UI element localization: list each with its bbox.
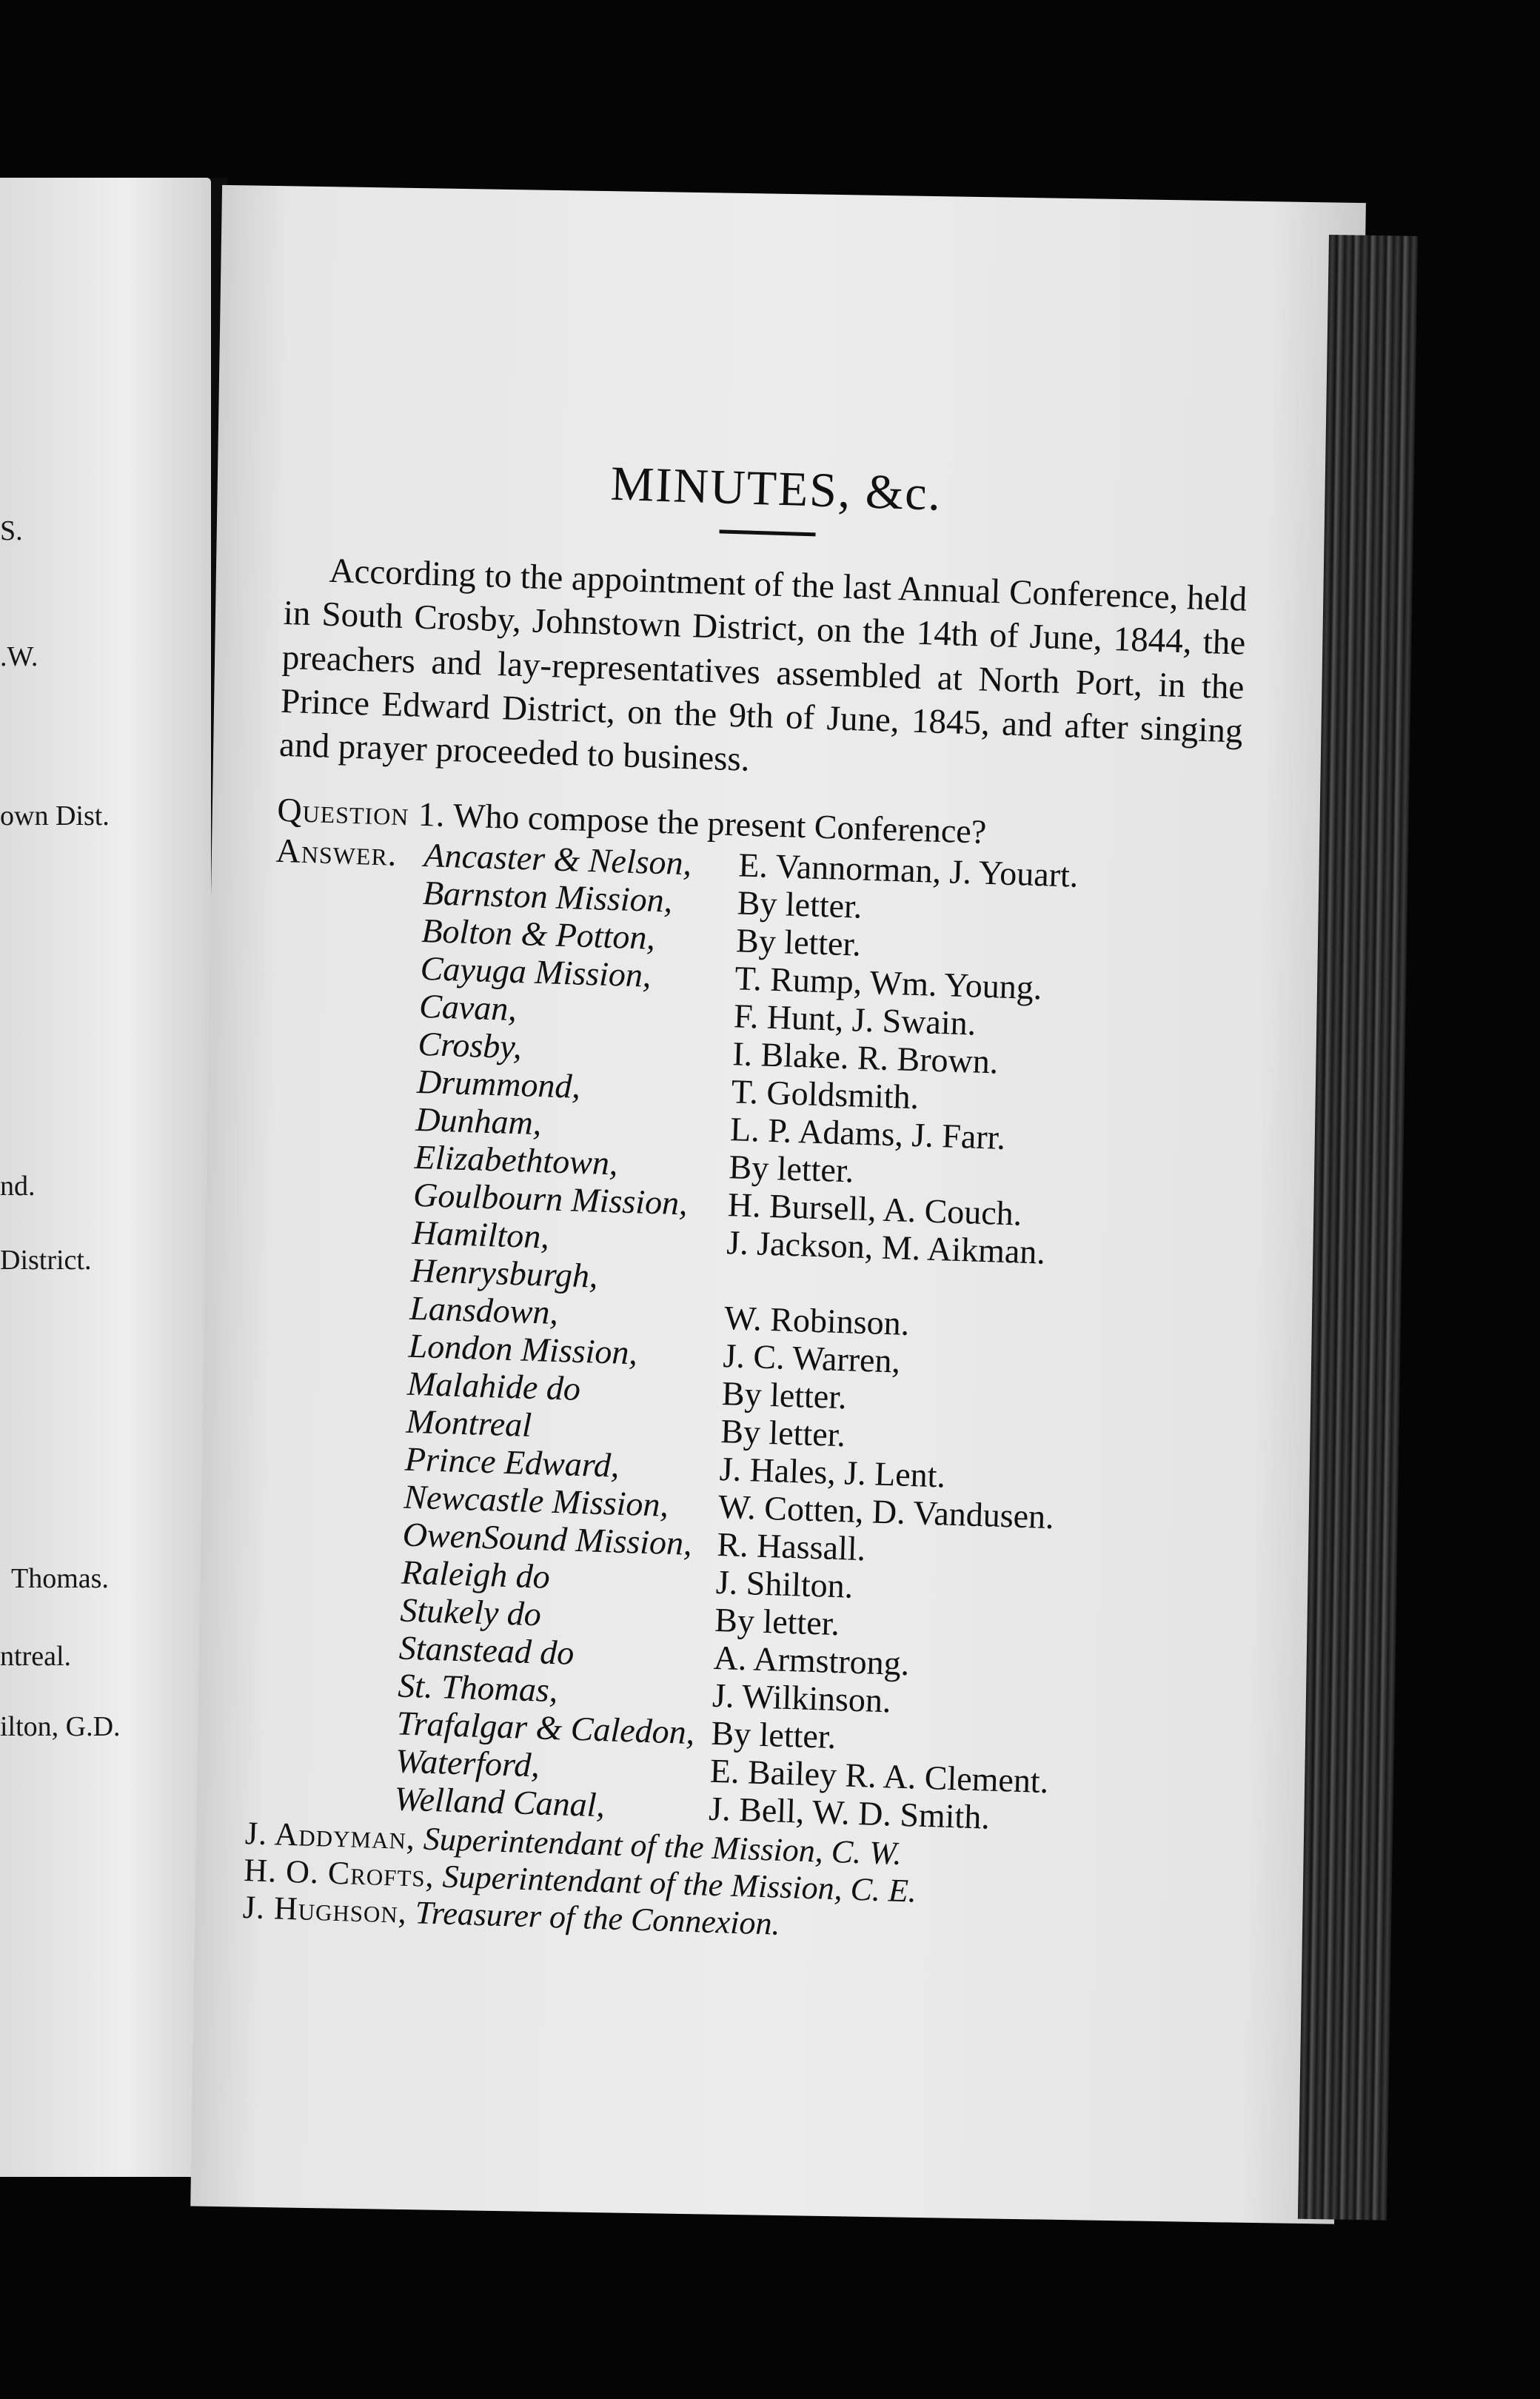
entry-place: Cavan, (418, 987, 518, 1028)
entry-place: Stukely do (399, 1590, 542, 1633)
answer-label-spacer (265, 1202, 413, 1206)
answer-label-spacer (246, 1806, 394, 1810)
answer-label-spacer (269, 1088, 417, 1093)
page-title: MINUTES, &c. (609, 456, 943, 521)
entry-place: London Mission, (408, 1327, 638, 1372)
answer-label-spacer (257, 1466, 405, 1470)
officer-role: Treasurer of the Connexion. (415, 1894, 781, 1943)
entry-persons: J. Bell, W. D. Smith. (708, 1790, 991, 1837)
intro-paragraph: According to the appointment of the last Annual Conference, held in South Crosby, Johnstown District, on the 14th of June, 1844, the preachers and lay-representatives assembled at North Port, in the Prince Edward District, on the 9th of June, 1845, and after singing and prayer proceeded to business. (278, 552, 1248, 779)
entry-persons: By letter. (721, 1374, 848, 1416)
entry-place: Ancaster & Nelson, (423, 836, 692, 883)
entry-place: Malahide do (406, 1365, 581, 1408)
entry-place: Henrysburgh, (410, 1251, 599, 1296)
entry-persons: H. Bursell, A. Couch. (727, 1185, 1023, 1234)
left-page-fragment: own Dist. (0, 800, 110, 832)
answer-label-spacer (272, 975, 420, 980)
left-page-fragment: District. (0, 1245, 92, 1276)
answer-label-spacer (273, 937, 421, 942)
entry-persons: J. Shilton. (715, 1563, 854, 1606)
answer-label-spacer (248, 1730, 396, 1735)
officer-role: Superintendant of the Mission, C. W. (423, 1821, 903, 1873)
answer-list (246, 830, 1239, 1841)
entry-place: Hamilton, (411, 1214, 550, 1257)
entry-place: Cayuga Mission, (420, 949, 652, 995)
page-content (242, 444, 1251, 1955)
answer-label-spacer (275, 900, 423, 904)
officer-role: Superintendant of the Mission, C. E. (441, 1858, 917, 1910)
answer-label-spacer (254, 1542, 402, 1546)
officer-name: J. Hughson, (242, 1889, 408, 1931)
entry-persons: A. Armstrong. (713, 1639, 910, 1683)
answer-label-spacer (261, 1315, 409, 1319)
left-page-fragment: ntreal. (0, 1641, 72, 1672)
entry-place: Crosby, (417, 1025, 523, 1066)
entry-persons: E. Bailey R. A. Clement. (709, 1752, 1049, 1801)
entry-place: St. Thomas, (397, 1666, 559, 1710)
entry-persons: By letter. (737, 883, 863, 926)
answer-label-spacer (258, 1428, 406, 1433)
entry-persons: J. Hales, J. Lent. (719, 1450, 946, 1496)
entry-persons: T. Goldsmith. (731, 1072, 920, 1117)
entry-persons: By letter. (720, 1412, 846, 1454)
entry-persons: By letter. (714, 1601, 840, 1643)
entry-place: Raleigh do (401, 1553, 551, 1596)
left-page-fragment: nd. (0, 1171, 36, 1202)
question-label: Question 1. (276, 791, 446, 834)
entry-place: Lansdown, (409, 1289, 559, 1332)
entry-place: Goulbourn Mission, (412, 1176, 689, 1222)
answer-label-spacer (264, 1239, 412, 1244)
entry-place: Elizabethtown, (414, 1138, 619, 1182)
entry-place: Prince Edward, (404, 1440, 620, 1485)
answer-label-spacer (251, 1655, 399, 1659)
entry-place: Drummond, (416, 1063, 581, 1106)
entry-persons: By letter. (735, 921, 862, 964)
answer-label-spacer (255, 1504, 404, 1508)
entry-place: Dunham, (415, 1100, 543, 1142)
entry-place: Barnston Mission, (422, 874, 674, 920)
entry-persons: R. Hassall. (716, 1525, 866, 1568)
entry-place: Welland Canal, (393, 1779, 606, 1824)
entry-persons: By letter. (710, 1714, 837, 1756)
entry-place: Montreal (405, 1402, 532, 1445)
left-page-fragment: Thomas. (11, 1563, 109, 1594)
answer-label-spacer (252, 1617, 400, 1622)
entry-persons: F. Hunt, J. Swain. (733, 997, 977, 1043)
entry-persons: E. Vannorman, J. Youart. (737, 846, 1079, 895)
answer-label-spacer (247, 1768, 395, 1773)
officer-name: H. O. Crofts, (243, 1852, 435, 1895)
entry-persons: J. Wilkinson. (712, 1676, 892, 1720)
entry-place: Newcastle Mission, (403, 1478, 669, 1525)
answer-label-spacer (263, 1277, 411, 1282)
entry-persons: By letter. (728, 1148, 854, 1190)
entry-place: Bolton & Potton, (421, 911, 656, 957)
title-rule (720, 530, 816, 537)
answer-label-spacer (267, 1126, 415, 1131)
answer-label-spacer (253, 1579, 401, 1584)
entry-persons: W. Robinson. (723, 1299, 910, 1343)
answer-label-spacer (271, 1013, 419, 1017)
entry-persons: J. C. Warren, (722, 1336, 901, 1381)
entry-persons: J. Jackson, M. Aikman. (726, 1223, 1046, 1272)
entry-place: Stanstead do (398, 1628, 575, 1673)
answer-label-spacer (266, 1164, 414, 1168)
answer-label-spacer (259, 1391, 407, 1395)
answer-label-spacer (250, 1693, 398, 1697)
entry-persons: L. P. Adams, J. Farr. (729, 1110, 1006, 1157)
entry-place: Waterford, (395, 1741, 540, 1784)
left-page-fragment: S. (0, 515, 23, 546)
left-page-fragment: .W. (0, 641, 38, 672)
answer-label-spacer (270, 1051, 418, 1055)
left-page-fragment: ilton, G.D. (0, 1711, 121, 1742)
entry-persons: T. Rump, Wm. Young. (734, 959, 1043, 1007)
left-page (0, 178, 211, 2177)
entry-place: OwenSound Mission, (402, 1516, 693, 1563)
officer-name: J. Addyman, (244, 1815, 416, 1857)
entry-place: Trafalgar & Caledon, (396, 1704, 695, 1752)
answer-label-spacer (260, 1353, 408, 1357)
entry-persons: W. Cotten, D. Vandusen. (717, 1488, 1055, 1536)
entry-persons: I. Blake. R. Brown. (732, 1034, 1000, 1081)
answer-label: Answer. (275, 832, 398, 874)
question-text: Who compose the present Conference? (452, 796, 987, 851)
